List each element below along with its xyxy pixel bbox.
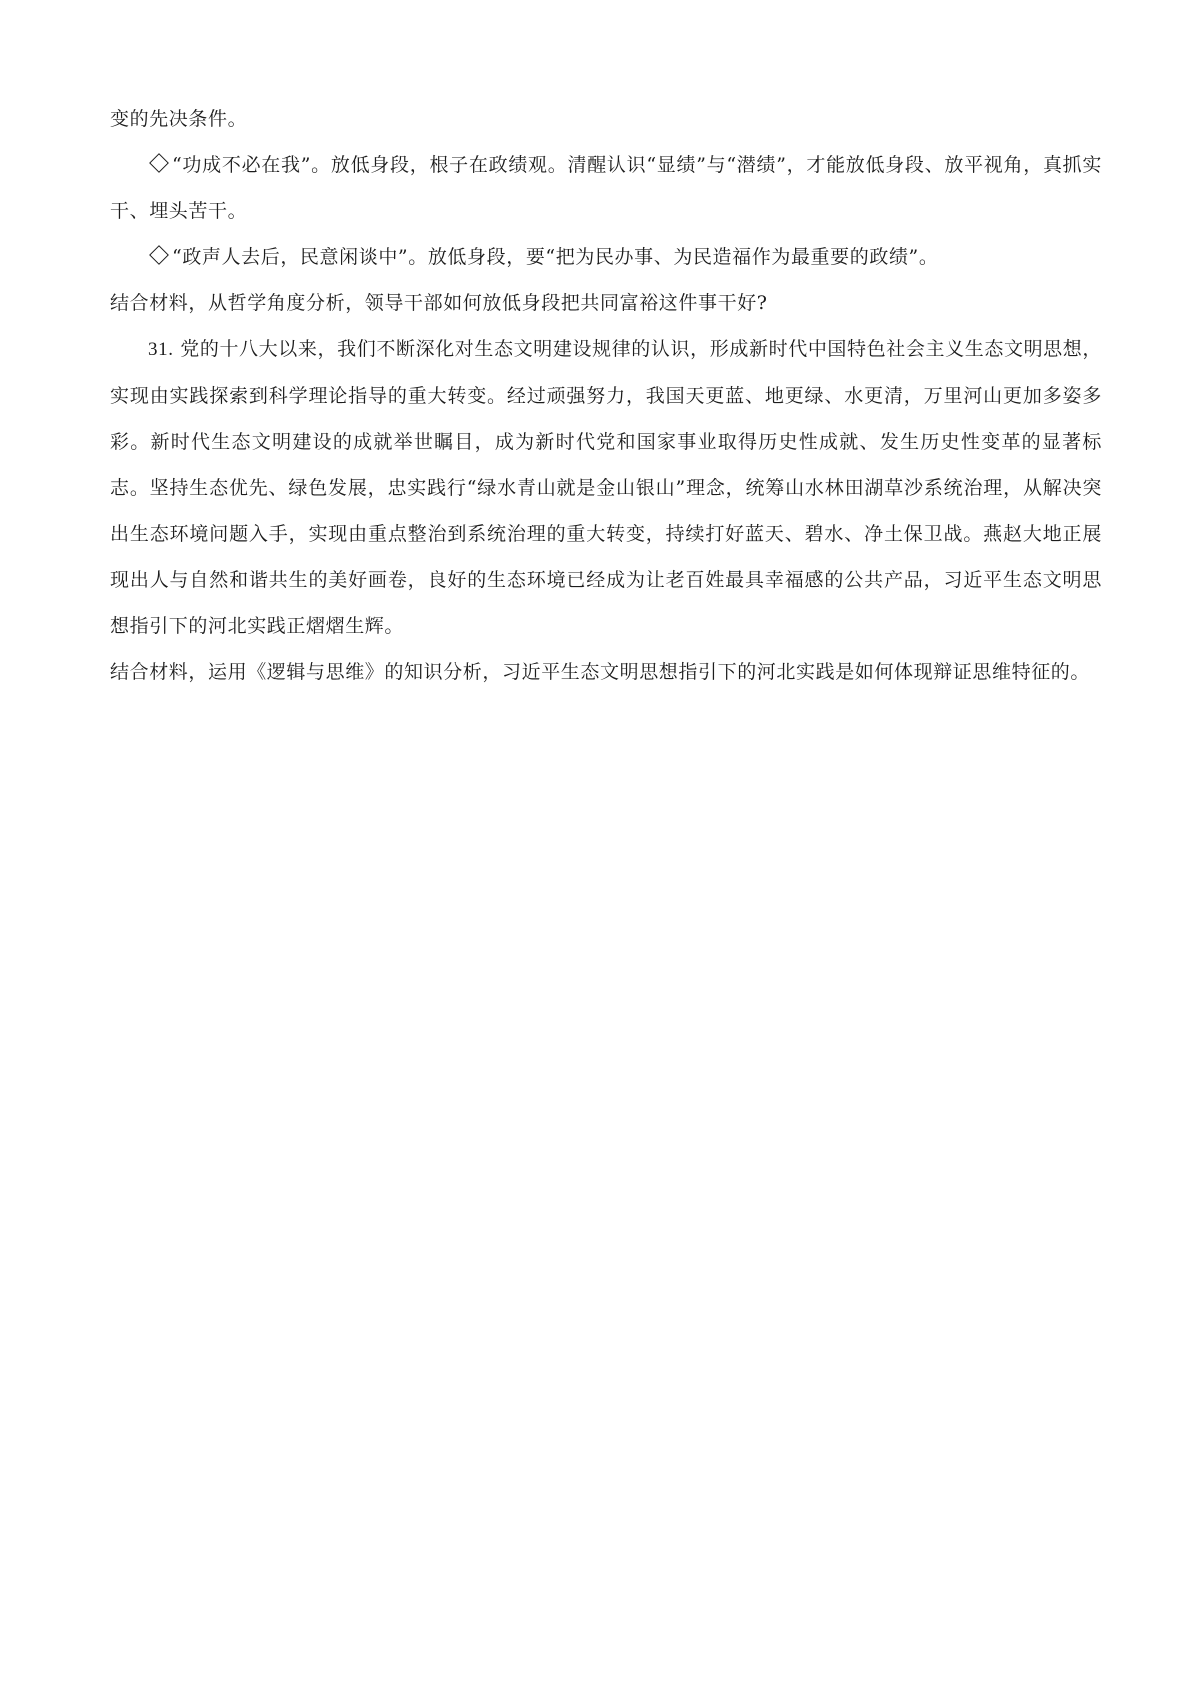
material-bullet-2-text: “政声人去后，民意闲谈中”。放低身段，要“把为民办事、为民造福作为最重要的政绩”。	[172, 246, 939, 268]
document-body	[110, 96, 1102, 695]
material-bullet-1	[110, 142, 1102, 234]
question-30-prompt: 结合材料，从哲学角度分析，领导干部如何放低身段把共同富裕这件事干好?	[110, 292, 768, 314]
material-bullet-2	[110, 234, 1102, 280]
diamond-bullet-icon	[149, 153, 169, 173]
material-bullet-1-text: “功成不必在我”。放低身段，根子在政绩观。清醒认识“显绩”与“潜绩”，才能放低身段、放平视角，真抓实干、埋头苦干。	[110, 154, 1102, 222]
continuation-line: 变的先决条件。	[110, 108, 248, 130]
question-31-prompt: 结合材料，运用《逻辑与思维》的知识分析，习近平生态文明思想指引下的河北实践是如何体现辩证思维特征的。	[110, 661, 1091, 683]
question-31-number: 31.	[148, 339, 174, 360]
question-31-material	[110, 326, 1102, 649]
diamond-bullet-icon	[149, 245, 169, 265]
question-31-material-text: 党的十八大以来，我们不断深化对生态文明建设规律的认识，形成新时代中国特色社会主义生态文明思想，实现由实践探索到科学理论指导的重大转变。经过顽强努力，我国天更蓝、地更绿、水更清，万里河山更加多姿多彩。新时代生态文明建设的成就举世瞩目，成为新时代党和国家事业取得历史性成就、发生历史性变革的显著标志。坚持生态优先、绿色发展，忠实践行“绿水青山就是金山银山”理念，统筹山水林田湖草沙系统治理，从解决突出生态环境问题入手，实现由重点整治到系统治理的重大转变，持续打好蓝天、碧水、净土保卫战。燕赵大地正展现出人与自然和谐共生的美好画卷，良好的生态环境已经成为让老百姓最具幸福感的公共产品，习近平生态文明思想指引下的河北实践正熠熠生辉。	[110, 338, 1103, 637]
